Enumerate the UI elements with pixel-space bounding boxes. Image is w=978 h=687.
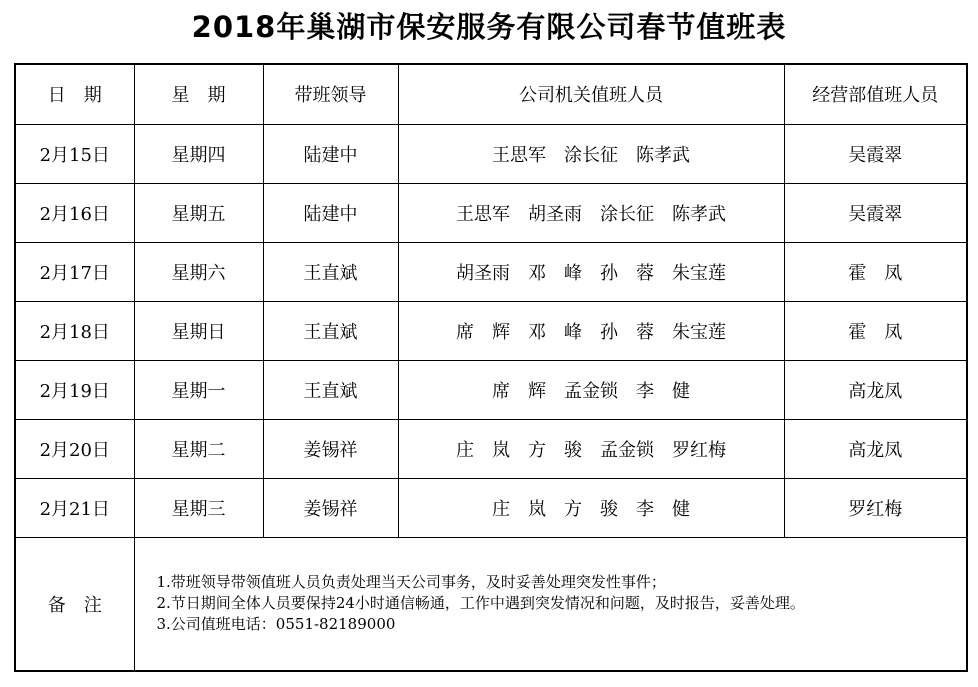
leader-cell: 王直斌 xyxy=(263,301,398,360)
office-staff-cell: 庄 岚 方 骏 孟金锁 罗红梅 xyxy=(398,419,784,478)
table-row xyxy=(15,360,967,419)
weekday-cell: 星期五 xyxy=(134,183,263,242)
table-row xyxy=(15,301,967,360)
ops-staff-cell: 吴霞翠 xyxy=(784,183,967,242)
date-cell: 2月20日 xyxy=(15,419,134,478)
date-cell: 2月18日 xyxy=(15,301,134,360)
office-staff-cell: 庄 岚 方 骏 李 健 xyxy=(398,478,784,537)
date-cell: 2月16日 xyxy=(15,183,134,242)
office-staff-cell: 王思军 涂长征 陈孝武 xyxy=(398,124,784,183)
duty-schedule-table xyxy=(14,63,968,672)
office-staff-cell: 席 辉 孟金锁 李 健 xyxy=(398,360,784,419)
date-cell: 2月21日 xyxy=(15,478,134,537)
office-staff-cell: 席 辉 邓 峰 孙 蓉 朱宝莲 xyxy=(398,301,784,360)
ops-staff-cell: 高龙凤 xyxy=(784,419,967,478)
ops-staff-cell: 吴霞翠 xyxy=(784,124,967,183)
ops-staff-cell: 罗红梅 xyxy=(784,478,967,537)
remarks-row xyxy=(15,537,967,671)
date-cell: 2月19日 xyxy=(15,360,134,419)
leader-cell: 姜锡祥 xyxy=(263,419,398,478)
table-row xyxy=(15,419,967,478)
header-weekday: 星 期 xyxy=(134,64,263,124)
header-date: 日 期 xyxy=(15,64,134,124)
leader-cell: 陆建中 xyxy=(263,124,398,183)
ops-staff-cell: 霍 凤 xyxy=(784,301,967,360)
remark-line: 3.公司值班电话：0551-82189000 xyxy=(156,615,396,634)
table-row xyxy=(15,124,967,183)
office-staff-cell: 王思军 胡圣雨 涂长征 陈孝武 xyxy=(398,183,784,242)
office-staff-cell: 胡圣雨 邓 峰 孙 蓉 朱宝莲 xyxy=(398,242,784,301)
table-row xyxy=(15,242,967,301)
date-cell: 2月17日 xyxy=(15,242,134,301)
weekday-cell: 星期二 xyxy=(134,419,263,478)
leader-cell: 陆建中 xyxy=(263,183,398,242)
table-header-row xyxy=(15,64,967,124)
ops-staff-cell: 霍 凤 xyxy=(784,242,967,301)
ops-staff-cell: 高龙凤 xyxy=(784,360,967,419)
leader-cell: 姜锡祥 xyxy=(263,478,398,537)
weekday-cell: 星期六 xyxy=(134,242,263,301)
weekday-cell: 星期日 xyxy=(134,301,263,360)
header-office-staff: 公司机关值班人员 xyxy=(398,64,784,124)
weekday-cell: 星期一 xyxy=(134,360,263,419)
remarks-label: 备 注 xyxy=(15,537,134,671)
table-row xyxy=(15,183,967,242)
header-leader: 带班领导 xyxy=(263,64,398,124)
weekday-cell: 星期四 xyxy=(134,124,263,183)
page-title: 2018年巢湖市保安服务有限公司春节值班表 xyxy=(191,10,787,44)
remarks-content xyxy=(134,537,967,671)
date-cell: 2月15日 xyxy=(15,124,134,183)
leader-cell: 王直斌 xyxy=(263,360,398,419)
weekday-cell: 星期三 xyxy=(134,478,263,537)
remark-line: 2.节日期间全体人员要保持24小时通信畅通，工作中遇到突发情况和问题，及时报告，妥善处理。 xyxy=(156,594,805,613)
leader-cell: 王直斌 xyxy=(263,242,398,301)
header-ops-staff: 经营部值班人员 xyxy=(784,64,967,124)
table-row xyxy=(15,478,967,537)
remark-line: 1.带班领导带领值班人员负责处理当天公司事务，及时妥善处理突发性事件； xyxy=(156,573,666,592)
